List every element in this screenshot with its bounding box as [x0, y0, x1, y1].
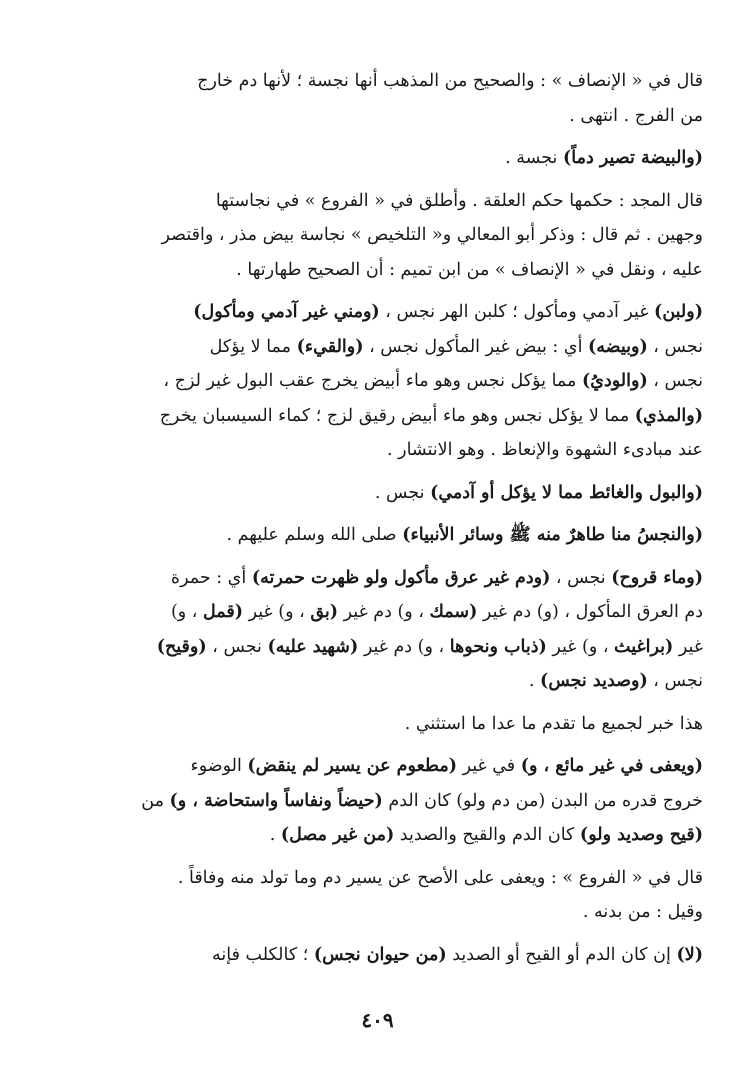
commentary-text: ، و) دم غير: [358, 636, 450, 657]
matn-text: (ولبن): [654, 302, 703, 322]
text-line: [53, 476, 703, 511]
text-line: [53, 399, 703, 434]
commentary-text: عليه ، ونقل في « الإنصاف » من ابن تميم : أن الصحيح طهارتها .: [236, 259, 703, 280]
text-line: [53, 364, 703, 399]
paragraph: [53, 938, 703, 973]
paragraph: [53, 518, 703, 553]
commentary-text: هذا خبر لجميع ما تقدم ما عدا ما استثني .: [404, 713, 703, 734]
commentary-text: من: [141, 790, 170, 811]
paragraph: [53, 184, 703, 288]
page-body: [53, 64, 703, 980]
text-line: [53, 64, 703, 99]
commentary-text: مما يؤكل نجس وهو ماء أبيض يخرج عقب البول غير لزج ،: [163, 371, 582, 391]
commentary-text: .: [528, 671, 541, 691]
matn-text: (براغيث: [614, 636, 674, 657]
matn-text: (والقيء): [296, 336, 364, 357]
paragraph: [53, 561, 703, 699]
commentary-text: نجس ،: [206, 636, 268, 657]
matn-text: (والبول والغائط مما لا يؤكل أو آدمي): [430, 482, 703, 503]
text-line: [53, 818, 703, 853]
commentary-text: ، و) غير: [243, 602, 311, 622]
paragraph: [53, 64, 703, 133]
paragraph: [53, 707, 703, 742]
commentary-text: في غير: [457, 756, 521, 776]
matn-text: (وقيح): [156, 636, 207, 657]
text-line: [53, 630, 703, 665]
matn-text: (من حيوان نجس): [313, 944, 447, 965]
text-line: [53, 895, 703, 930]
paragraph: [53, 295, 703, 468]
text-line: [53, 218, 703, 253]
commentary-text: نجس ،: [550, 567, 612, 588]
matn-text: (لا): [676, 944, 703, 965]
matn-text: (بق: [310, 602, 339, 622]
commentary-text: قال في « الإنصاف » : والصحيح من المذهب أنها نجسة ؛ لأنها دم خارج: [197, 71, 703, 91]
commentary-text: الوضوء: [190, 756, 248, 776]
matn-text: (والنجسُ منا طاهرٌ منه ﷺ وسائر الأنبياء): [402, 525, 703, 545]
matn-text: (ذباب ونحوها: [449, 636, 547, 657]
text-line: [53, 184, 703, 219]
text-line: [53, 938, 703, 973]
commentary-text: عند مبادىء الشهوة والإنعاظ . وهو الانتشار .: [387, 440, 703, 460]
commentary-text: أي : حمرة: [170, 567, 252, 588]
commentary-text: من الفرج . انتهى .: [569, 105, 703, 126]
commentary-text: ؛ كالكلب فإنه: [212, 944, 314, 965]
text-line: [53, 707, 703, 742]
matn-text: (من غير مصل): [280, 825, 395, 845]
text-line: [53, 595, 703, 630]
matn-text: (قيح وصديد ولو): [579, 825, 703, 845]
commentary-text: قال في « الفروع » : ويعفى على الأصح عن يسير دم وما تولد منه وفاقاً .: [177, 867, 703, 888]
text-line: [53, 99, 703, 134]
commentary-text: إن كان الدم أو القيح أو الصديد: [446, 944, 677, 965]
text-line: [53, 433, 703, 468]
matn-text: (والمذي): [634, 405, 703, 426]
matn-text: (ومني غير آدمي ومأكول): [193, 302, 380, 322]
text-line: [53, 518, 703, 553]
matn-text: (وبيضه): [588, 336, 648, 357]
commentary-text: قال المجد : حكمها حكم العلقة . وأطلق في « الفروع » في نجاستها: [215, 190, 703, 211]
paragraph: [53, 141, 703, 176]
commentary-text: مما لا يؤكل: [209, 336, 297, 357]
commentary-text: نجس ،: [647, 371, 703, 391]
paragraph: [53, 861, 703, 930]
commentary-text: .: [269, 825, 281, 845]
text-line: [53, 784, 703, 819]
page-number: ٤٠٩: [361, 1008, 394, 1032]
paragraph: [53, 749, 703, 853]
commentary-text: نجسة .: [505, 148, 563, 168]
matn-text: (سمك: [429, 602, 478, 622]
commentary-text: وجهين . ثم قال : وذكر أبو المعالي و« التلخيص » نجاسة بيض مذر ، واقتصر: [161, 225, 703, 245]
commentary-text: نجس ،: [647, 336, 703, 357]
text-line: [53, 141, 703, 176]
commentary-text: مما لا يؤكل نجس وهو ماء أبيض رقيق لزج ؛ كماء السيسبان يخرج: [159, 405, 635, 426]
commentary-text: ، و): [170, 602, 204, 622]
matn-text: (وصديد نجس): [540, 671, 648, 691]
paragraph: [53, 476, 703, 511]
text-line: [53, 861, 703, 896]
text-line: [53, 664, 703, 699]
commentary-text: غير: [673, 636, 703, 657]
commentary-text: غير آدمي ومأكول ؛ كلبن الهر نجس ،: [379, 302, 655, 322]
commentary-text: خروج قدره من البدن (من دم ولو) كان الدم: [382, 790, 703, 811]
commentary-text: دم العرق المأكول ، (و) دم غير: [477, 602, 703, 622]
matn-text: (شهيد عليه): [267, 636, 359, 657]
text-line: [53, 295, 703, 330]
matn-text: (مطعوم عن يسير لم ينقض): [247, 756, 457, 776]
commentary-text: ، و) غير: [546, 636, 615, 657]
text-line: [53, 330, 703, 365]
matn-text: (والبيضة تصير دماً): [563, 148, 703, 168]
commentary-text: نجس .: [374, 482, 431, 503]
matn-text: (قمل: [203, 602, 244, 622]
text-line: [53, 749, 703, 784]
matn-text: (وماء قروح): [611, 567, 703, 588]
commentary-text: ، و) دم غير: [338, 602, 430, 622]
matn-text: (ودم غير عرق مأكول ولو ظهرت حمرته): [251, 567, 551, 588]
matn-text: (والوديُ): [581, 371, 648, 391]
commentary-text: وقيل : من بدنه .: [582, 902, 703, 922]
commentary-text: كان الدم والقيح والصديد: [394, 825, 580, 845]
commentary-text: أي : بيض غير المأكول نجس ،: [363, 336, 588, 357]
text-line: [53, 561, 703, 596]
commentary-text: صلى الله وسلم عليهم .: [226, 525, 403, 545]
matn-text: (ويعفى في غير مائع ، و): [520, 756, 703, 776]
commentary-text: نجس ،: [647, 671, 703, 691]
matn-text: (حيضاً ونفاساً واستحاضة ، و): [169, 790, 383, 811]
text-line: [53, 253, 703, 288]
